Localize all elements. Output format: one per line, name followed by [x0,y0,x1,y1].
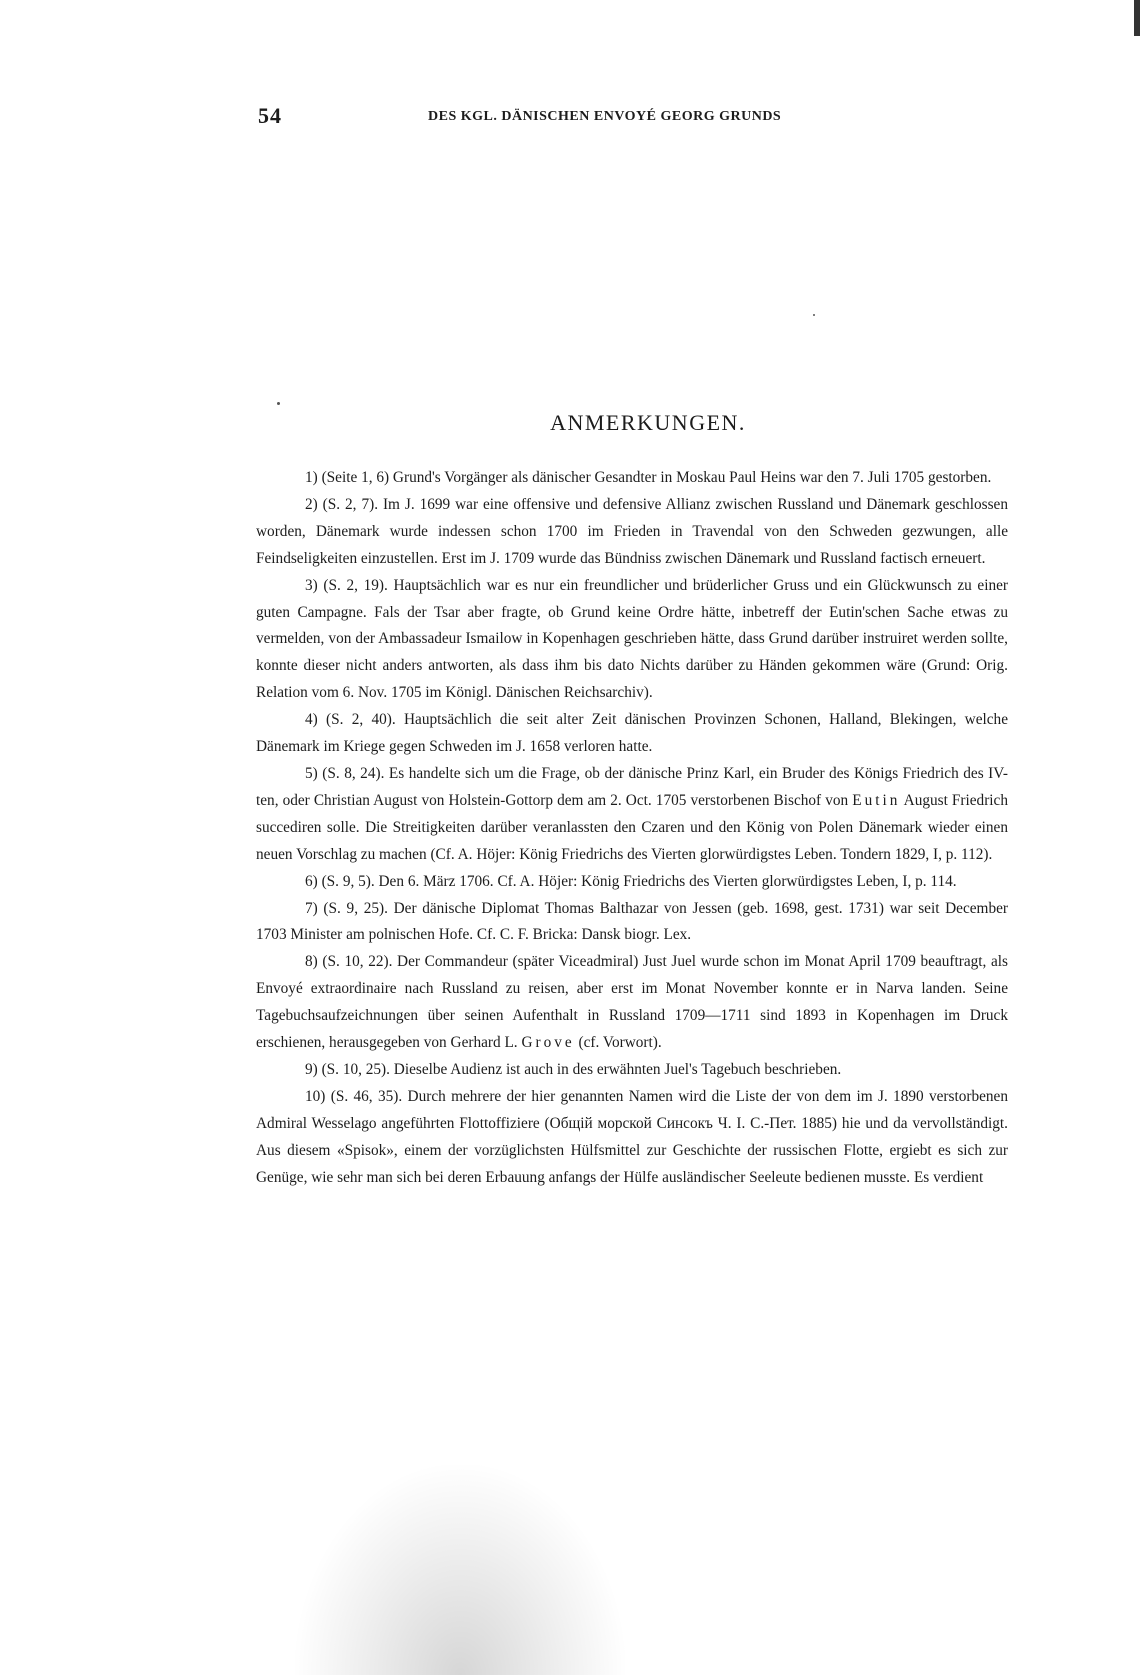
note-10: 10) (S. 46, 35). Durch mehrere der hier genannten Namen wird die Liste der von dem im J. 1890 verstorbenen Admiral Wesselago angeführten Flottoffiziere (Общій морской Синсокъ Ч. I. С.-Пет. 1885) hie und da vervollständigt. Aus diesem «Spisok», einem der vorzüglichsten Hülfsmittel zur Geschichte der russischen Flotte, ergiebt es sich zur Genüge, wie sehr man sich bei deren Erbauung anfangs der Hülfe ausländischer Seeleute bedienen musste. Es verdient [256,1087,1008,1186]
note-5-spaced-name: Eutin [852,791,901,809]
note-9: 9) (S. 10, 25). Dieselbe Audienz ist auch in des erwähnten Juel's Tagebuch beschrieben. [305,1060,842,1078]
note-2: 2) (S. 2, 7). Im J. 1699 war eine offensive und defensive Allianz zwischen Russland und Dänemark geschlossen worden, Dänemark wurde indessen schon 1700 im Frieden in Travendal von den Schweden gezwungen, alle Feindseligkeiten einzustellen. Erst im J. 1709 wurde das Bündniss zwischen Dänemark und Russland factisch erneuert. [256,495,1008,567]
note-6: 6) (S. 9, 5). Den 6. März 1706. Cf. A. Höjer: König Friedrichs des Vierten glorwürdigstes Leben, I, p. 114. [305,872,957,890]
notes-list [256,465,1008,1191]
note-5 [256,761,1008,869]
note-1: 1) (Seite 1, 6) Grund's Vorgänger als dänischer Gesandter in Moskau Paul Heins war den 7. Juli 1705 gestorben. [305,469,992,486]
note-3: 3) (S. 2, 19). Hauptsächlich war es nur ein freundlicher und brüderlicher Gruss und ein Glückwunsch zu einer guten Campagne. Fals der Tsar aber fragte, ob Grund keine Ordre hätte, inbetreff der Eutin'schen Sache etwas zu vermelden, von der Ambassadeur Ismailow in Kopenhagen geschrieben hätte, dass Grund darüber instruiret werden sollte, konnte dieser nicht anders antworten, als dass ihm bis dato Nichts darüber zu Händen gekommen wäre (Grund: Orig. Relation vom 6. Nov. 1705 im Königl. Dänischen Reichsarchiv). [256,576,1008,702]
print-speck [813,314,815,316]
scan-edge-mark [1134,0,1140,36]
note-8 [256,949,1008,1057]
note-8-text-continued: (cf. Vorwort). [574,1034,662,1052]
note-8-text: 8) (S. 10, 22). Der Commandeur (später Viceadmiral) Just Juel wurde schon im Monat April 1709 beauftragt, als Envoyé extraordinaire nach Russland zu reisen, aber erst im Monat November konnte er in Narva landen. Seine Tagebuchsaufzeichnungen über seinen Aufenthalt in Russland 1709—1711 sind 1893 in Kopenhagen im Druck erschienen, herausgegeben von Gerhard L. [256,953,1008,1052]
page-number: 54 [258,103,282,128]
note-5-text: 5) (S. 8, 24). Es handelte sich um die Frage, ob der dänische Prinz Karl, ein Bruder des Königs Friedrich des IV-ten, oder Christian August von Holstein-Gottorp dem am 2. Oct. 1705 verstorbenen Bischof von [256,764,1008,809]
scan-smudge [295,1465,625,1675]
section-heading: ANMERKUNGEN. [550,410,746,435]
print-speck [277,402,280,405]
note-5-text-continued: August Friedrich succediren solle. Die Streitigkeiten darüber veranlassten den Czaren und den König von Polen Dänemark wieder einen neuen Vorschlag zu machen (Cf. A. Höjer: König Friedrichs des Vierten glorwürdigstes Leben. Tondern 1829, I, p. 112). [256,791,1008,863]
running-head-title: DES KGL. DÄNISCHEN ENVOYÉ GEORG GRUNDS [428,109,782,124]
note-8-spaced-name: Grove [521,1034,575,1052]
running-head [258,103,1038,133]
note-7: 7) (S. 9, 25). Der dänische Diplomat Thomas Balthazar von Jessen (geb. 1698, gest. 1731) war seit December 1703 Minister am polnischen Hofe. Cf. C. F. Bricka: Dansk biogr. Lex. [256,899,1008,944]
note-4: 4) (S. 2, 40). Hauptsächlich die seit alter Zeit dänischen Provinzen Schonen, Halland, Blekingen, welche Dänemark im Kriege gegen Schweden im J. 1658 verloren hatte. [256,711,1008,756]
